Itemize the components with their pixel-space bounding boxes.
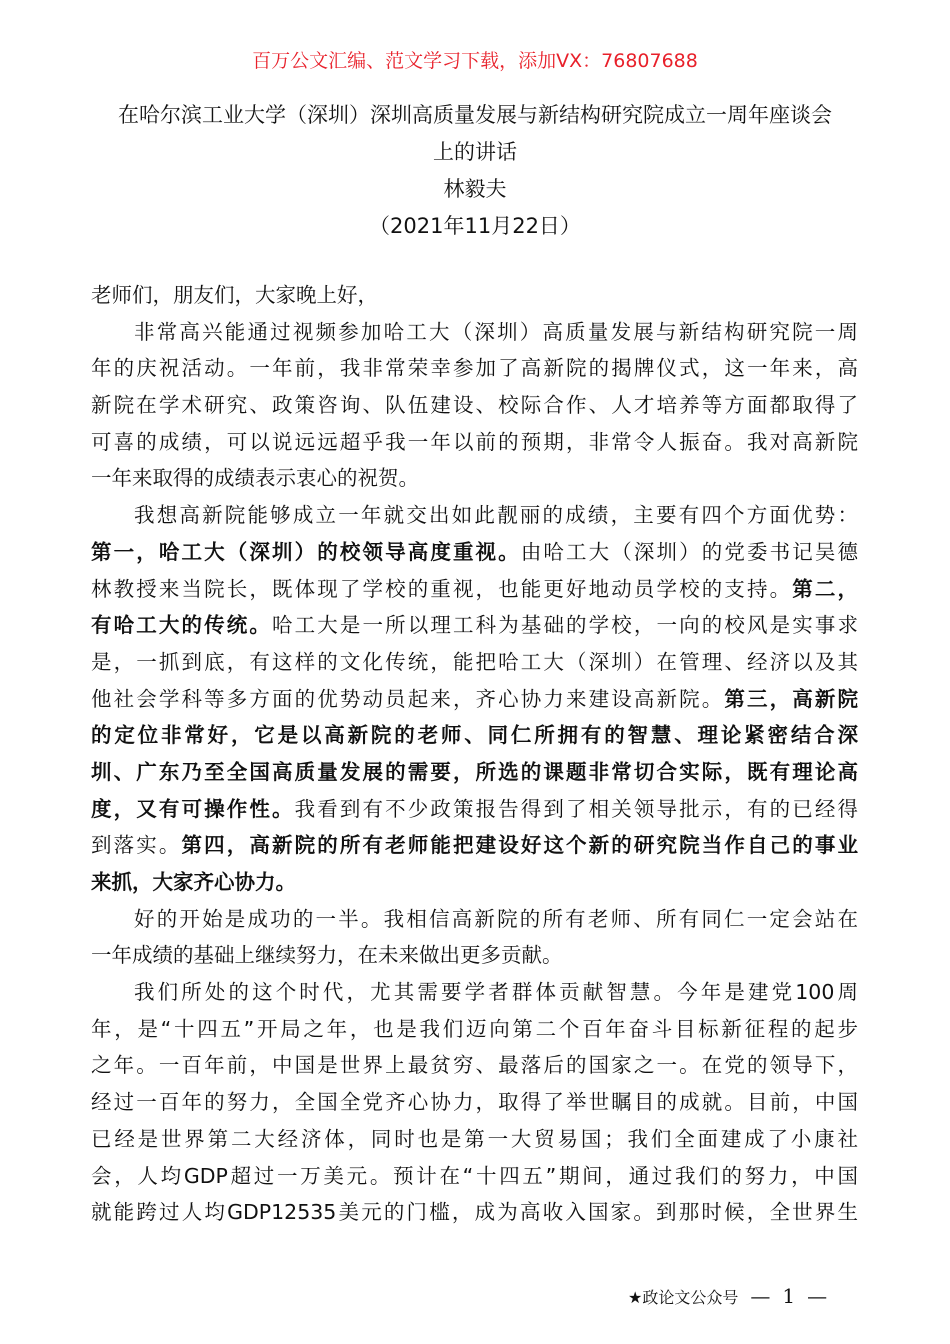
paragraph-line: [91, 681, 858, 718]
paragraph-line: [91, 607, 858, 644]
paragraph-line: [91, 314, 858, 351]
text: 已经是世界第二大经济体，同时也是第一大贸易国；我们全面建成了小康社: [91, 1126, 858, 1151]
paragraph-line: [91, 644, 858, 681]
promo-banner: 百万公文汇编、范文学习下载，添加VX：76807688: [252, 50, 698, 72]
bold-text: 度，又有可操作性。: [91, 796, 295, 821]
paragraph-line: [91, 350, 858, 387]
page-footer: [628, 1284, 827, 1308]
text: 新院在学术研究、政策咨询、队伍建设、校际合作、人才培养等方面都取得了: [91, 393, 858, 418]
text: 一年来取得的成绩表示衷心的祝贺。: [91, 466, 419, 491]
text: 是，一抓到底，有这样的文化传统，能把哈工大（深圳）在管理、经济以及其: [91, 649, 858, 674]
paragraph-line: [91, 460, 858, 497]
bold-text: 有哈工大的传统。: [91, 613, 272, 638]
text: 我看到有不少政策报告得到了相关领导批示，有的已经得: [294, 796, 859, 821]
paragraph-line: [91, 937, 858, 974]
paragraph-line: [91, 1121, 858, 1158]
text: 可喜的成绩，可以说远远超乎我一年以前的预期，非常令人振奋。我对高新院: [91, 429, 858, 454]
footer-source: ★政论文公众号: [628, 1287, 739, 1307]
text: 我想高新院能够成立一年就交出如此靓丽的成绩，主要有四个方面优势：: [134, 503, 858, 528]
paragraph-line: [91, 1158, 858, 1195]
paragraph-line: [91, 864, 858, 901]
title-line-1: 在哈尔滨工业大学（深圳）深圳高质量发展与新结构研究院成立一周年座谈会: [118, 103, 832, 127]
page-number: 1: [782, 1284, 796, 1308]
text: 之年。一百年前，中国是世界上最贫穷、最落后的国家之一。在党的领导下，: [91, 1053, 858, 1078]
bold-text: 第一，哈工大（深圳）的校领导高度重视。: [91, 539, 521, 564]
paragraph-line: [91, 1084, 858, 1121]
text: 就能跨过人均GDP12535美元的门槛，成为高收入国家。到那时候，全世界生: [91, 1200, 858, 1225]
text: 由哈工大（深圳）的党委书记吴德: [520, 539, 859, 564]
bold-text: 来抓，大家齐心协力。: [91, 870, 296, 894]
text: 年，是“十四五”开局之年，也是我们迈向第二个百年奋斗目标新征程的起步: [91, 1016, 858, 1041]
author: 林毅夫: [443, 177, 507, 201]
bold-text: 圳、广东乃至全国高质量发展的需要，所选的课题非常切合实际，既有理论高: [91, 759, 858, 784]
bold-text: 的定位非常好，它是以高新院的老师、同仁所拥有的智慧、理论紧密结合深: [91, 723, 858, 748]
paragraph-line: [91, 387, 858, 424]
text: 经过一百年的努力，全国全党齐心协力，取得了举世瞩目的成就。目前，中国: [91, 1090, 858, 1115]
text: 他社会学科等多方面的优势动员起来，齐心协力来建设高新院。: [91, 686, 725, 711]
paragraph-line: [91, 791, 858, 828]
text: 我们所处的这个时代，尤其需要学者群体贡献智慧。今年是建党100周: [134, 980, 858, 1005]
paragraph-line: [91, 1011, 858, 1048]
text: 年的庆祝活动。一年前，我非常荣幸参加了高新院的揭牌仪式，这一年来，高: [91, 356, 858, 381]
text: 到落实。: [91, 833, 182, 858]
document-title-block: [60, 97, 890, 245]
bold-text: 第三，高新院: [724, 686, 859, 711]
title-line-2: 上的讲话: [433, 140, 517, 164]
dash-left: —: [750, 1284, 771, 1308]
paragraph-line: [91, 901, 858, 938]
text: 哈工大是一所以理工科为基础的学校，一向的校风是实事求: [271, 613, 859, 638]
paragraph-line: [91, 277, 858, 314]
text: 非常高兴能通过视频参加哈工大（深圳）高质量发展与新结构研究院一周: [134, 319, 858, 344]
paragraph-line: [91, 1194, 858, 1231]
text: 老师们，朋友们，大家晚上好，: [91, 283, 378, 307]
paragraph-line: [91, 974, 858, 1011]
bold-text: 第四，高新院的所有老师能把建设好这个新的研究院当作自己的事业: [181, 833, 859, 858]
paragraph-line: [91, 1047, 858, 1084]
text: 林教授来当院长，既体现了学校的重视，也能更好地动员学校的支持。: [91, 576, 793, 601]
dash-right: —: [807, 1284, 828, 1308]
paragraph-line: [91, 717, 858, 754]
paragraph-line: [91, 497, 858, 534]
text: 一年成绩的基础上继续努力，在未来做出更多贡献。: [91, 943, 563, 968]
paragraph-line: [91, 424, 858, 461]
date: （2021年11月22日）: [369, 214, 581, 238]
text: 会，人均GDP超过一万美元。预计在“十四五”期间，通过我们的努力，中国: [91, 1163, 858, 1188]
bold-text: 第二，: [792, 576, 859, 601]
paragraph-line: [91, 754, 858, 791]
paragraph-line: [91, 827, 858, 864]
document-body: [91, 277, 858, 1231]
text: 好的开始是成功的一半。我相信高新院的所有老师、所有同仁一定会站在: [134, 906, 858, 931]
paragraph-line: [91, 534, 858, 571]
paragraph-line: [91, 571, 858, 608]
